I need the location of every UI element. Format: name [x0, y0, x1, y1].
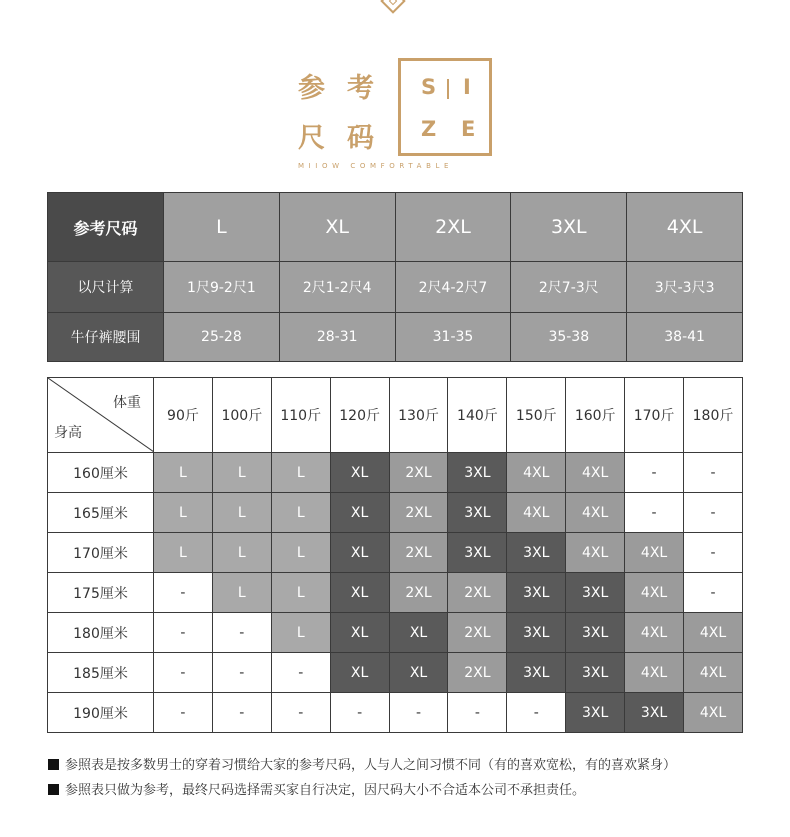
size-cell: - — [625, 493, 684, 533]
size-cell: - — [271, 653, 330, 693]
size-logo-box — [398, 58, 492, 156]
size-cell: 4XL — [507, 493, 566, 533]
title-line-1: 参考 — [298, 73, 396, 104]
height-label-cell: 170厘米 — [48, 533, 154, 573]
summary-size-cell: XL — [279, 193, 395, 262]
weight-header-cell: 160斤 — [566, 378, 625, 453]
size-cell: 3XL — [566, 573, 625, 613]
size-cell: XL — [330, 453, 389, 493]
summary-value-cell: 25-28 — [164, 313, 280, 362]
size-cell: 3XL — [566, 693, 625, 733]
size-chart-row — [48, 453, 743, 493]
size-chart-row — [48, 493, 743, 533]
weight-header-cell: 130斤 — [389, 378, 448, 453]
size-cell: 3XL — [507, 573, 566, 613]
size-cell: - — [389, 693, 448, 733]
height-label-cell: 160厘米 — [48, 453, 154, 493]
size-cell: L — [271, 533, 330, 573]
size-cell: 3XL — [448, 493, 507, 533]
summary-value-cell: 1尺9-2尺1 — [164, 262, 280, 313]
size-cell: - — [684, 493, 743, 533]
size-cell: L — [212, 533, 271, 573]
size-cell: 4XL — [566, 493, 625, 533]
weight-header-cell: 110斤 — [271, 378, 330, 453]
summary-size-cell: 3XL — [511, 193, 627, 262]
weight-header-cell: 120斤 — [330, 378, 389, 453]
size-letter-e: E — [461, 117, 476, 141]
height-label-cell: 165厘米 — [48, 493, 154, 533]
summary-header-row — [48, 193, 743, 262]
size-cell: XL — [330, 613, 389, 653]
weight-header-row — [48, 378, 743, 453]
size-chart-row — [48, 533, 743, 573]
size-letter-s: S — [421, 75, 437, 99]
size-cell: L — [154, 453, 213, 493]
summary-row-label: 以尺计算 — [48, 262, 164, 313]
size-cell: 3XL — [507, 653, 566, 693]
summary-row-label: 牛仔裤腰围 — [48, 313, 164, 362]
size-cell: - — [212, 613, 271, 653]
corner-weight-label: 体重 — [113, 395, 141, 411]
summary-value-cell: 38-41 — [627, 313, 743, 362]
size-cell: 3XL — [566, 613, 625, 653]
size-cell: 4XL — [625, 613, 684, 653]
size-cell: L — [212, 493, 271, 533]
note-line-1 — [48, 754, 676, 773]
note-text: 参照表只做为参考，最终尺码选择需买家自行决定，因尺码大小不合适本公司不承担责任。 — [65, 783, 586, 798]
size-letter-z: Z — [421, 117, 437, 141]
weight-header-cell: 100斤 — [212, 378, 271, 453]
size-cell: L — [154, 533, 213, 573]
note-line-2 — [48, 779, 585, 798]
height-label-cell: 180厘米 — [48, 613, 154, 653]
size-cell: 4XL — [507, 453, 566, 493]
size-chart-row — [48, 653, 743, 693]
summary-value-cell: 28-31 — [279, 313, 395, 362]
size-cell: - — [154, 653, 213, 693]
size-cell: 2XL — [389, 453, 448, 493]
weight-header-cell: 90斤 — [154, 378, 213, 453]
size-cell: XL — [330, 533, 389, 573]
size-cell: 3XL — [507, 613, 566, 653]
corner-height-label: 身高 — [54, 425, 82, 441]
bullet-square-icon — [48, 784, 59, 795]
height-weight-size-table — [47, 377, 743, 733]
size-cell: 4XL — [566, 533, 625, 573]
size-cell: - — [625, 453, 684, 493]
size-cell: L — [212, 573, 271, 613]
size-cell: - — [154, 693, 213, 733]
size-cell: - — [448, 693, 507, 733]
summary-value-cell: 35-38 — [511, 313, 627, 362]
summary-value-cell: 3尺-3尺3 — [627, 262, 743, 313]
summary-value-cell: 2尺1-2尺4 — [279, 262, 395, 313]
title-line-2: 尺码 — [298, 123, 396, 154]
size-chart-row — [48, 693, 743, 733]
summary-row-header: 参考尺码 — [48, 193, 164, 262]
size-letter-i: I — [463, 75, 471, 99]
size-cell: - — [330, 693, 389, 733]
weight-header-cell: 170斤 — [625, 378, 684, 453]
size-cell: L — [212, 453, 271, 493]
size-cell: - — [507, 693, 566, 733]
size-cell: - — [684, 533, 743, 573]
size-chart-row — [48, 573, 743, 613]
size-cell: L — [154, 493, 213, 533]
size-cell: 2XL — [389, 533, 448, 573]
size-cell: 3XL — [566, 653, 625, 693]
size-cell: 4XL — [566, 453, 625, 493]
size-cell: 4XL — [625, 533, 684, 573]
size-cell: 2XL — [448, 613, 507, 653]
summary-size-cell: 2XL — [395, 193, 511, 262]
size-cell: 4XL — [684, 693, 743, 733]
size-cell: L — [271, 613, 330, 653]
size-letter-divider — [447, 79, 449, 99]
height-label-cell: 175厘米 — [48, 573, 154, 613]
size-cell: 2XL — [448, 653, 507, 693]
summary-size-cell: L — [164, 193, 280, 262]
size-cell: - — [684, 453, 743, 493]
brand-subtitle: MIIOW COMFORTABLE — [298, 162, 453, 170]
summary-value-cell: 2尺7-3尺 — [511, 262, 627, 313]
size-chart-row — [48, 613, 743, 653]
size-cell: XL — [330, 573, 389, 613]
size-cell: 3XL — [507, 533, 566, 573]
size-cell: 4XL — [684, 613, 743, 653]
size-cell: XL — [330, 493, 389, 533]
size-cell: 3XL — [448, 453, 507, 493]
size-cell: 2XL — [389, 493, 448, 533]
summary-value-cell: 2尺4-2尺7 — [395, 262, 511, 313]
size-cell: 2XL — [448, 573, 507, 613]
size-cell: - — [212, 653, 271, 693]
size-cell: XL — [389, 613, 448, 653]
height-label-cell: 190厘米 — [48, 693, 154, 733]
weight-header-cell: 140斤 — [448, 378, 507, 453]
bullet-square-icon — [48, 759, 59, 770]
size-cell: - — [684, 573, 743, 613]
size-cell: L — [271, 573, 330, 613]
size-cell: L — [271, 453, 330, 493]
note-text: 参照表是按多数男士的穿着习惯给大家的参考尺码，人与人之间习惯不同（有的喜欢宽松，有的喜欢紧身） — [65, 758, 677, 773]
size-cell: - — [212, 693, 271, 733]
corner-header-cell — [48, 378, 154, 453]
summary-size-cell: 4XL — [627, 193, 743, 262]
height-label-cell: 185厘米 — [48, 653, 154, 693]
size-cell: 2XL — [389, 573, 448, 613]
size-cell: XL — [389, 653, 448, 693]
size-cell: 3XL — [625, 693, 684, 733]
size-cell: 4XL — [625, 573, 684, 613]
size-cell: 3XL — [448, 533, 507, 573]
size-cell: - — [154, 573, 213, 613]
size-cell: - — [154, 613, 213, 653]
summary-row-waist — [48, 313, 743, 362]
size-cell: 4XL — [684, 653, 743, 693]
weight-header-cell: 150斤 — [507, 378, 566, 453]
summary-row-chi — [48, 262, 743, 313]
summary-size-table — [47, 192, 743, 362]
size-cell: 4XL — [625, 653, 684, 693]
weight-header-cell: 180斤 — [684, 378, 743, 453]
size-cell: L — [271, 493, 330, 533]
size-cell: XL — [330, 653, 389, 693]
summary-value-cell: 31-35 — [395, 313, 511, 362]
size-cell: - — [271, 693, 330, 733]
